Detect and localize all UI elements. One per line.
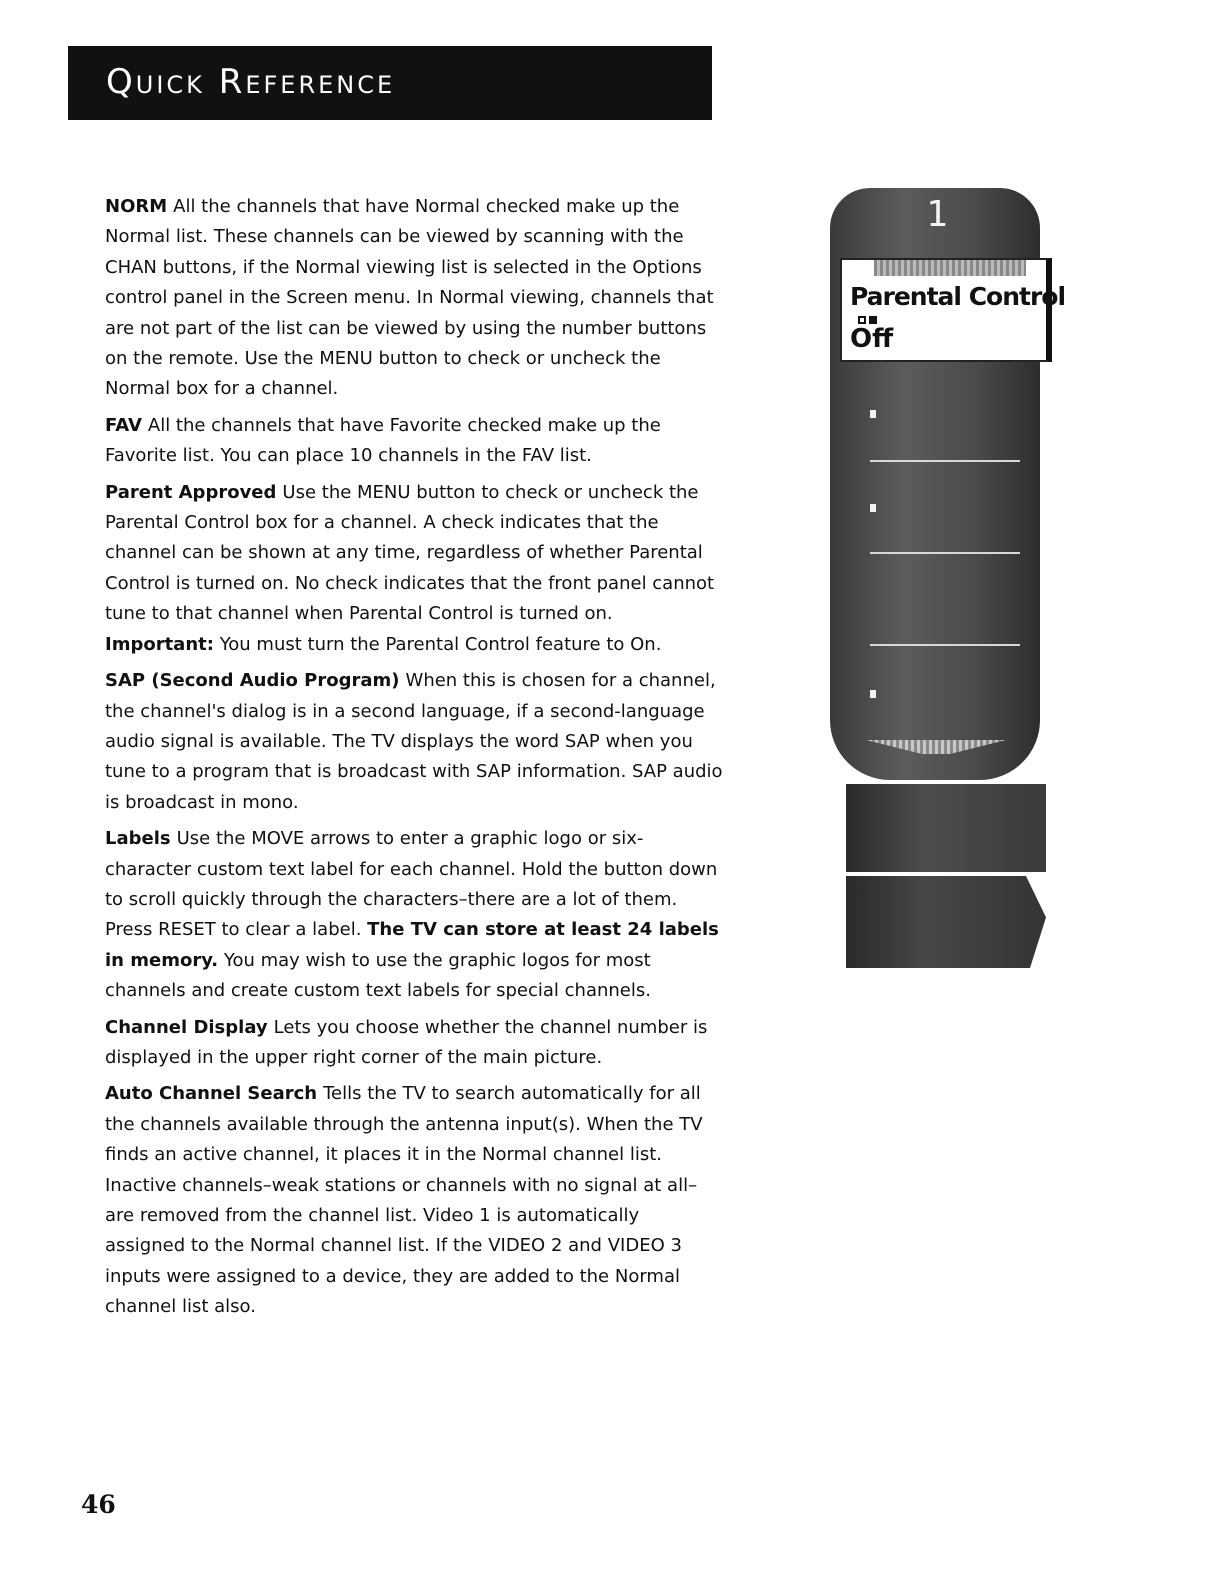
submenu-panel-arrow bbox=[846, 876, 1046, 968]
entry-text: When this is chosen for a channel, the channel's dialog is in a second language, if a second-language audio signal is available. The TV displays the word SAP when you tune to a program that is broadcast with SAP information. SAP audio is broadcast in mono. bbox=[105, 670, 723, 813]
tv-menu-illustration bbox=[830, 188, 1066, 970]
entry-emphasis: The TV can store at least 24 labels in memory. bbox=[105, 919, 719, 971]
entry-text: Lets you choose whether the channel number is displayed in the upper right corner of the main picture. bbox=[105, 1016, 708, 1068]
menu-bullet bbox=[870, 410, 876, 418]
menu-divider bbox=[870, 644, 1020, 646]
menu-divider bbox=[870, 460, 1020, 462]
entry-channel-display bbox=[105, 1013, 723, 1074]
page-number: 46 bbox=[81, 1490, 116, 1519]
entry-term: Labels bbox=[105, 828, 171, 850]
entry-text-after: You may wish to use the graphic logos for most channels and create custom text labels for special channels. bbox=[105, 949, 651, 1002]
menu-bullet bbox=[870, 504, 876, 512]
entry-term: NORM bbox=[105, 196, 168, 217]
entry-term: Channel Display bbox=[105, 1016, 268, 1038]
scroll-down-arrow-icon bbox=[866, 740, 1006, 754]
menu-bullet bbox=[870, 690, 876, 698]
reference-text-column bbox=[105, 192, 723, 1329]
entry-term: Parent Approved bbox=[105, 481, 277, 503]
menu-box-stripe bbox=[874, 260, 1026, 276]
entry-text: Tells the TV to search automatically for all the channels available through the antenna input(s). When the TV finds an active channel, it places it in the Normal channel list. Inactive channels–weak stations or channels with no signal at all–are removed from the channel list. Video 1 is automatically assigned to the Normal channel list. If the VIDEO 2 and VIDEO 3 inputs were assigned to a device, they are added to the Normal channel list also. bbox=[105, 1083, 703, 1318]
section-header-bar bbox=[68, 46, 712, 120]
entry-term: SAP (Second Audio Program) bbox=[105, 670, 400, 692]
menu-divider bbox=[870, 552, 1020, 554]
empty-checkbox-icon bbox=[858, 316, 866, 324]
submenu-panel bbox=[846, 784, 1046, 872]
section-title: Quick Reference bbox=[106, 62, 396, 102]
parental-control-highlight-box bbox=[840, 258, 1066, 362]
menu-item-value: Off bbox=[850, 324, 894, 354]
entry-emphasis: Important: bbox=[105, 633, 214, 655]
entry-term: FAV bbox=[105, 414, 142, 436]
entry-text: Use the MENU button to check or uncheck the Parental Control box for a channel. A check indicates that the channel can be shown at any time, regardless of whether Parental Control is turned on. No check indicates that the front panel cannot tune to that channel when Parental Control is turned on. bbox=[105, 481, 715, 625]
entry-text: Use the MOVE arrows to enter a graphic logo or six-character custom text label for each channel. Hold the button down to scroll quickly through the characters–there are a lot of them. Press RESET to clear a label. bbox=[105, 828, 718, 941]
menu-channel-number: 1 bbox=[926, 194, 948, 235]
entry-fav bbox=[105, 411, 723, 472]
menu-item-title: Parental Control bbox=[850, 282, 1066, 311]
filled-checkbox-icon bbox=[869, 316, 877, 324]
entry-text-after: You must turn the Parental Control feature to On. bbox=[219, 633, 662, 655]
entry-auto-channel-search bbox=[105, 1079, 723, 1322]
entry-labels bbox=[105, 824, 723, 1006]
entry-parent-approved bbox=[105, 478, 723, 660]
entry-norm bbox=[105, 192, 723, 405]
entry-sap bbox=[105, 666, 723, 818]
entry-text: All the channels that have Normal checked make up the Normal list. These channels can be viewed by scanning with the CHAN buttons, if the Normal viewing list is selected in the Options control panel in the Screen menu. In Normal viewing, channels that are not part of the list can be viewed by using the number buttons on the remote. Use the MENU button to check or uncheck the Normal box for a channel. bbox=[105, 196, 714, 400]
entry-text: All the channels that have Favorite checked make up the Favorite list. You can place 10 channels in the FAV list. bbox=[105, 414, 661, 467]
entry-term: Auto Channel Search bbox=[105, 1083, 318, 1105]
menu-row-faded bbox=[852, 378, 1022, 408]
